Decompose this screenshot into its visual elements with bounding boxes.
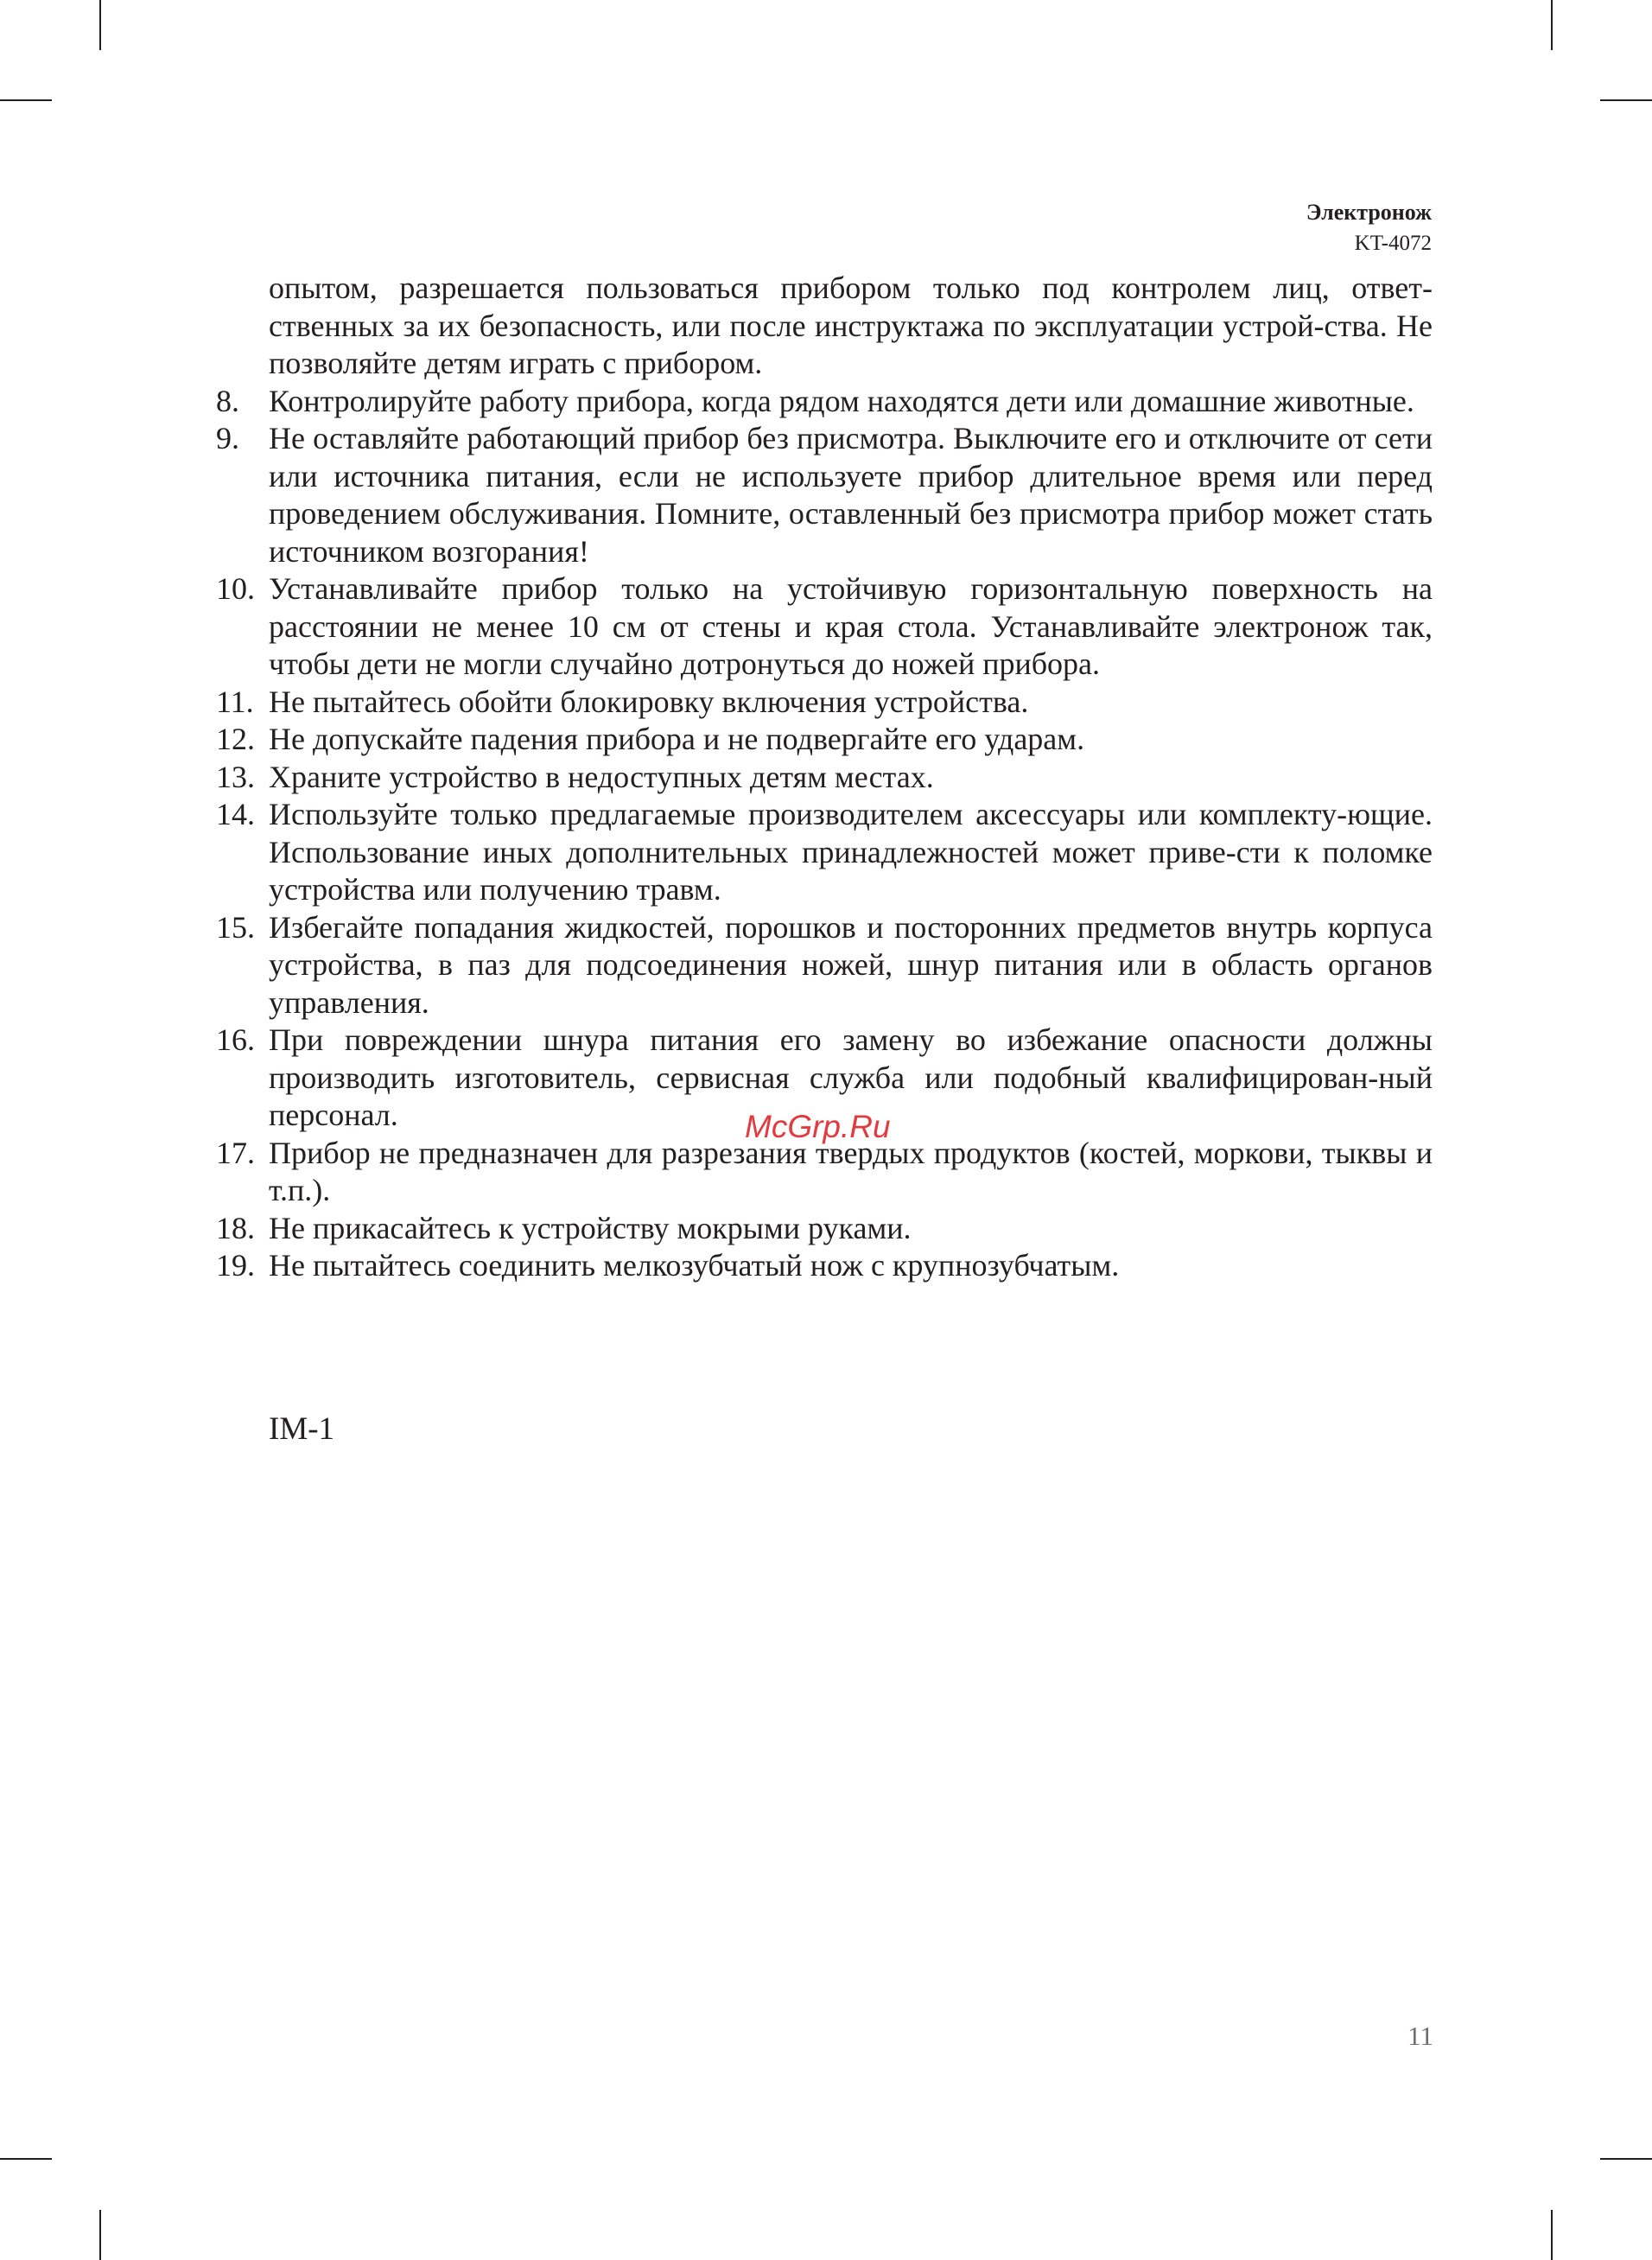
list-item: [216, 796, 1433, 909]
list-item: [216, 570, 1433, 684]
list-item-number: 12.: [216, 722, 255, 756]
list-item: [216, 383, 1433, 421]
list-item-text: Не допускайте падения прибора и не подвергайте его ударам.: [269, 722, 1085, 756]
list-item-text: Прибор не предназначен для разрезания твердых продуктов (костей, моркови, тыквы и т.п.).: [269, 1135, 1433, 1207]
list-item: [216, 721, 1433, 759]
list-item-text: При повреждении шнура питания его замену во избежание опасности должны производить изготовитель, сервисная служба или подобный квалифицирован-ный персонал.: [269, 1022, 1433, 1132]
running-header: [1306, 197, 1432, 259]
crop-mark: [0, 2158, 52, 2160]
list-item-text: Не пытайтесь соединить мелкозубчатый нож с крупнозубчатым.: [269, 1248, 1120, 1283]
list-item-number: 13.: [216, 759, 255, 794]
list-item: [216, 1135, 1433, 1210]
list-item-text: Не пытайтесь обойти блокировку включения устройства.: [269, 684, 1029, 719]
list-item: [216, 759, 1433, 797]
page-number: 11: [1407, 2021, 1433, 2051]
list-item-number: 11.: [216, 684, 254, 719]
crop-mark: [0, 99, 52, 101]
list-item-number: 14.: [216, 797, 255, 831]
list-item-text: Контролируйте работу прибора, когда рядом находятся дети или домашние животные.: [269, 383, 1414, 418]
list-item-text: Храните устройство в недоступных детям местах.: [269, 759, 934, 794]
crop-mark: [1551, 0, 1553, 50]
crop-mark: [1600, 2158, 1652, 2160]
list-item-number: 9.: [216, 421, 239, 455]
list-item: [216, 909, 1433, 1022]
watermark: McGrp.Ru: [745, 1109, 891, 1144]
header-model: KT-4072: [1354, 232, 1432, 255]
continuation-paragraph: опытом, разрешается пользоваться прибором только под контролем лиц, ответ-ственных за их безопасность, или после инструктажа по эксплуатации устрой-ства. Не позволяйте детям играть с прибором.: [269, 271, 1433, 380]
list-item-number: 19.: [216, 1248, 255, 1283]
header-title: Электронож: [1306, 200, 1432, 225]
list-item-text: Избегайте попадания жидкостей, порошков и посторонних предметов внутрь корпуса устройства, в паз для подсоединения ножей, шнур питания или в область органов управления.: [269, 909, 1433, 1020]
list-item-text: Не оставляйте работающий прибор без присмотра. Выключите его и отключите от сети или источника питания, если не используете прибор длительное время или перед проведением обслуживания. Помните, оставленный без присмотра прибор может стать источником возгорания!: [269, 421, 1433, 569]
list-item-text: Устанавливайте прибор только на устойчивую горизонтальную поверхность на расстоянии не менее 10 см от стены и края стола. Устанавливайте электронож так, чтобы дети не могли случайно дотронуться до ножей прибора.: [269, 571, 1433, 681]
numbered-items: [216, 383, 1433, 1285]
list-item-number: 10.: [216, 571, 255, 606]
list-item: [216, 1210, 1433, 1248]
crop-mark: [1600, 99, 1652, 101]
list-item-number: 18.: [216, 1210, 255, 1245]
crop-mark: [99, 0, 101, 50]
list-item-number: 16.: [216, 1022, 255, 1057]
list-item: [216, 420, 1433, 570]
list-item-number: 15.: [216, 909, 255, 945]
crop-mark: [1551, 2210, 1553, 2260]
crop-mark: [99, 2210, 101, 2260]
document-code: IM-1: [269, 1411, 335, 1447]
list-item: [216, 684, 1433, 722]
list-item-number: 17.: [216, 1135, 255, 1170]
list-item: [216, 1247, 1433, 1285]
list-item-number: 8.: [216, 383, 239, 418]
list-item-text: Не прикасайтесь к устройству мокрыми руками.: [269, 1210, 912, 1245]
list-item-text: Используйте только предлагаемые производителем аксессуары или комплекту-ющие. Использование иных дополнительных принадлежностей может приве-сти к поломке устройства или получению травм.: [269, 797, 1433, 907]
